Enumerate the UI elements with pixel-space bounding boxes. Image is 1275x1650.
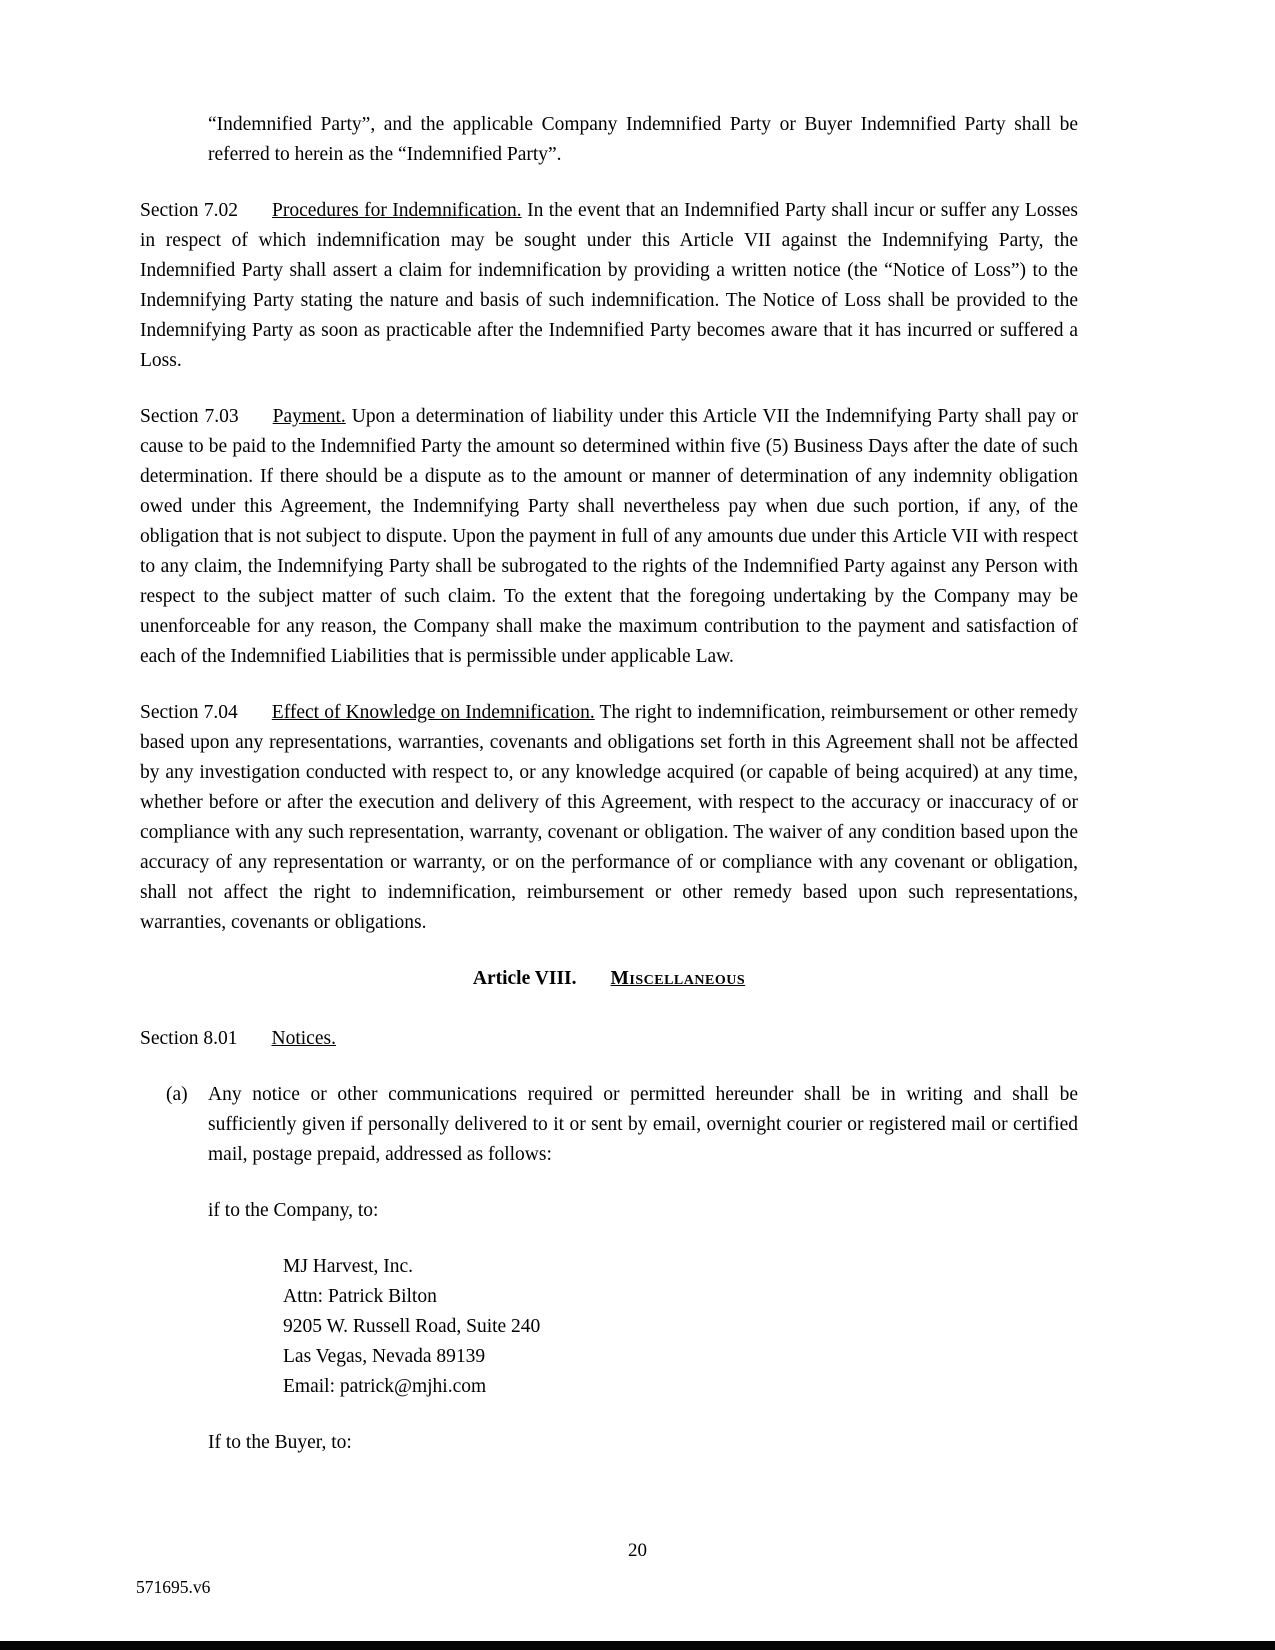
section-8-01-paragraph xyxy=(140,1024,1078,1054)
company-email-line: Email: patrick@mjhi.com xyxy=(283,1376,487,1397)
notice-item-a xyxy=(140,1080,1078,1170)
section-7-03-label: Section 7.03 xyxy=(140,406,239,427)
company-address-block xyxy=(283,1252,1078,1402)
article-viii-title: Miscellaneous xyxy=(610,968,746,989)
section-8-01-label: Section 8.01 xyxy=(140,1028,238,1049)
article-viii-label: Article VIII. xyxy=(472,968,577,989)
section-8-01-heading: Notices. xyxy=(271,1028,336,1049)
continuation-paragraph: “Indemnified Party”, and the applicable Company Indemnified Party or Buyer Indemnified Party shall be referred to herein as the “Indemnified Party”. xyxy=(208,114,1078,165)
section-7-02-label: Section 7.02 xyxy=(140,200,239,221)
section-7-04-paragraph xyxy=(140,698,1078,938)
buyer-notice-intro: If to the Buyer, to: xyxy=(208,1432,352,1453)
notice-item-a-text: Any notice or other communications required or permitted hereunder shall be in writing and shall be sufficiently given if personally delivered to it or sent by email, overnight courier or registered mail or certified mail, postage prepaid, addressed as follows: xyxy=(208,1084,1078,1165)
section-7-02-body: In the event that an Indemnified Party shall incur or suffer any Losses in respect of which indemnification may be sought under this Article VII against the Indemnifying Party, the Indemnified Party shall assert a claim for indemnification by providing a written notice (the “Notice of Loss”) to the Indemnifying Party stating the nature and basis of such indemnification. The Notice of Loss shall be provided to the Indemnifying Party as soon as practicable after the Indemnified Party becomes aware that it has incurred or suffered a Loss. xyxy=(140,200,1078,371)
scan-edge-artifact xyxy=(0,1641,1275,1650)
company-notice-intro: if to the Company, to: xyxy=(208,1200,379,1221)
section-7-04-heading: Effect of Knowledge on Indemnification. xyxy=(271,702,595,723)
company-street-line: 9205 W. Russell Road, Suite 240 xyxy=(283,1316,541,1337)
document-content xyxy=(140,110,1078,1484)
company-attn-line: Attn: Patrick Bilton xyxy=(283,1286,437,1307)
company-city-line: Las Vegas, Nevada 89139 xyxy=(283,1346,486,1367)
section-7-02-paragraph xyxy=(140,196,1078,376)
section-7-02-heading: Procedures for Indemnification. xyxy=(272,200,522,221)
section-7-03-body: Upon a determination of liability under this Article VII the Indemnifying Party shall pay or cause to be paid to the Indemnified Party the amount so determined within five (5) Business Days after the date of such determination. If there should be a dispute as to the amount or manner of determination of any indemnity obligation owed under this Agreement, the Indemnifying Party shall nevertheless pay when due such portion, if any, of the obligation that is not subject to dispute. Upon the payment in full of any amounts due under this Article VII with respect to any claim, the Indemnifying Party shall be subrogated to the rights of the Indemnified Party against any Person with respect to the subject matter of such claim. To the extent that the foregoing undertaking by the Company may be unenforceable for any reason, the Company shall make the maximum contribution to the payment and satisfaction of each of the Indemnified Liabilities that is permissible under applicable Law. xyxy=(140,406,1078,667)
document-id-footer: 571695.v6 xyxy=(136,1577,211,1597)
section-7-03-paragraph xyxy=(140,402,1078,672)
section-7-03-heading: Payment. xyxy=(272,406,346,427)
section-7-04-label: Section 7.04 xyxy=(140,702,238,723)
notice-item-a-marker: (a) xyxy=(166,1084,188,1105)
page-number: 20 xyxy=(628,1540,647,1561)
section-7-04-body: The right to indemnification, reimbursement or other remedy based upon any representations, warranties, covenants and obligations set forth in this Agreement shall not be affected by any investigation conducted with respect to, or any knowledge acquired (or capable of being acquired) at any time, whether before or after the execution and delivery of this Agreement, with respect to the accuracy or inaccuracy of or compliance with any such representation, warranty, covenant or obligation. The waiver of any condition based upon the accuracy of any representation or warranty, or on the performance of or compliance with any covenant or obligation, shall not affect the right to indemnification, reimbursement or other remedy based upon such representations, warranties, covenants or obligations. xyxy=(140,702,1078,933)
article-viii-heading xyxy=(140,964,1078,994)
company-name-line: MJ Harvest, Inc. xyxy=(283,1256,413,1277)
